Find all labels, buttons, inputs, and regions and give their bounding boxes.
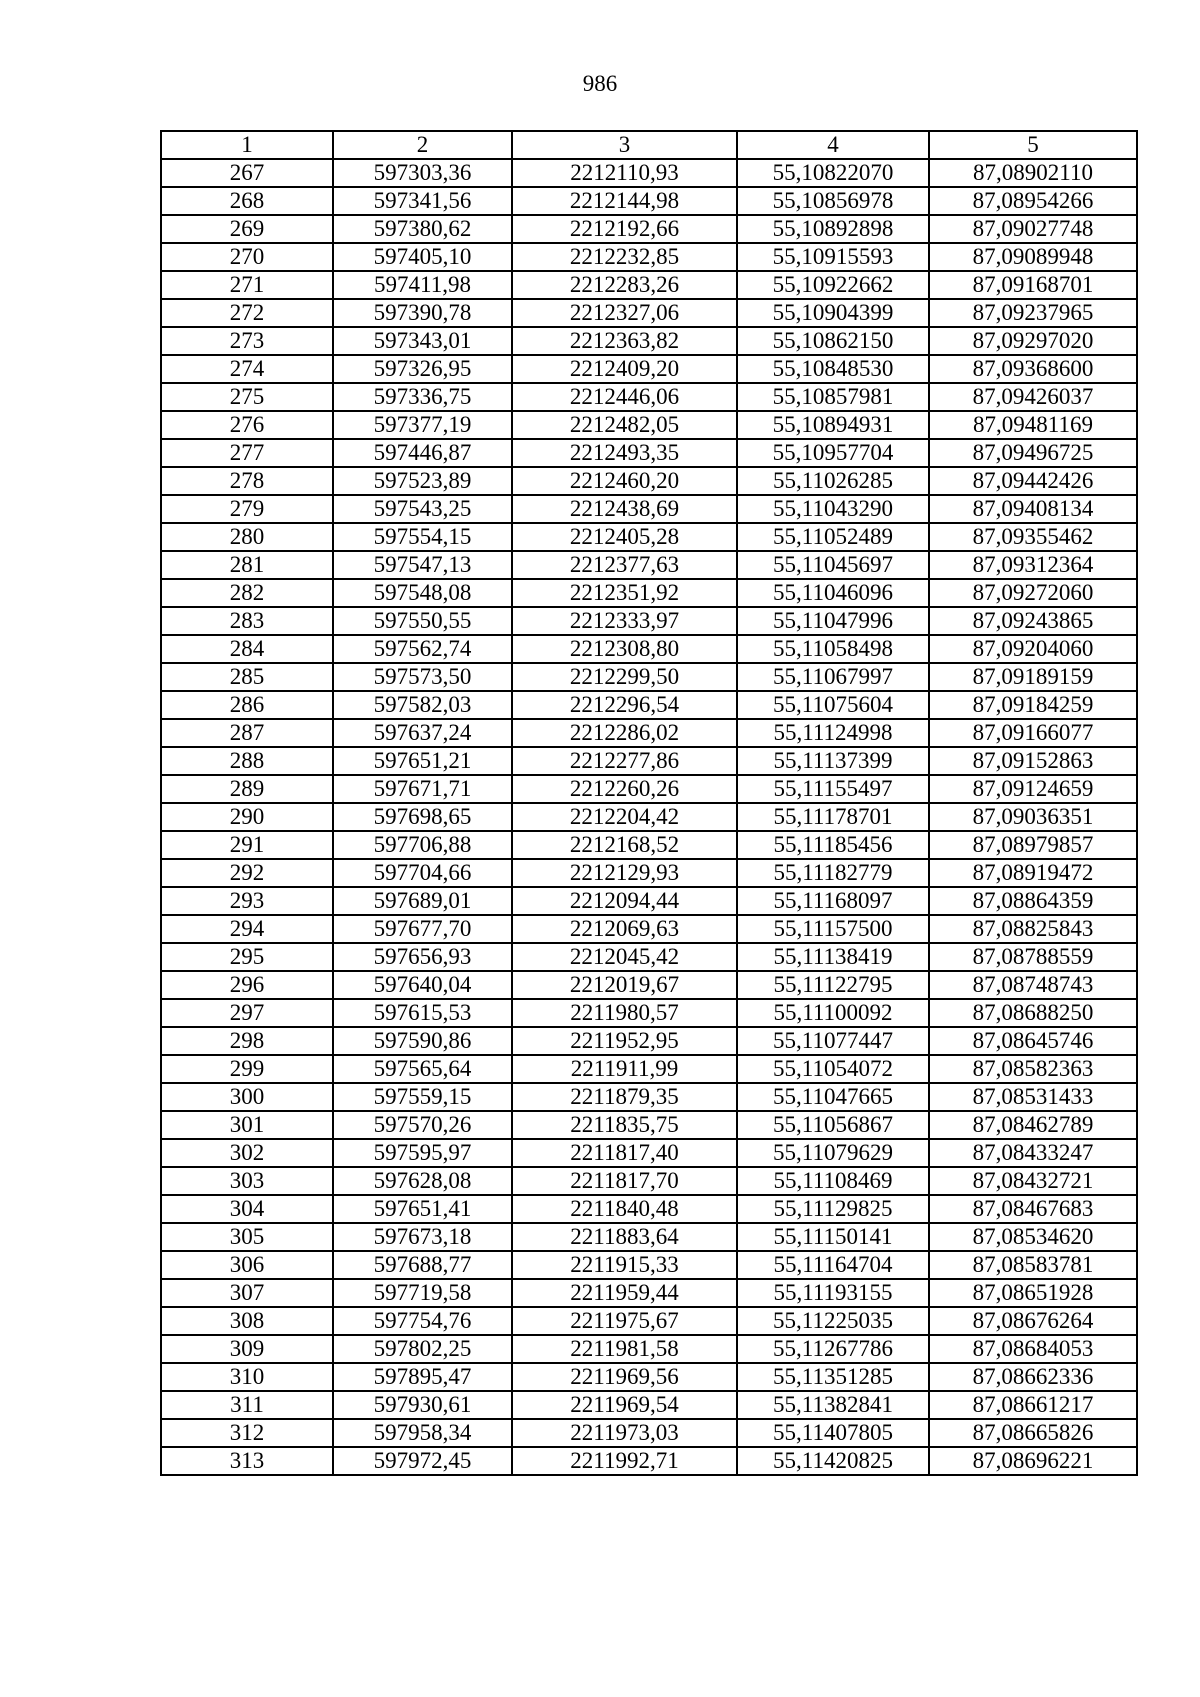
table-cell: 2211879,35 — [512, 1083, 737, 1111]
table-cell: 87,09166077 — [929, 719, 1137, 747]
table-cell: 55,11108469 — [737, 1167, 929, 1195]
table-cell: 2212069,63 — [512, 915, 737, 943]
table-cell: 55,11046096 — [737, 579, 929, 607]
table-cell: 267 — [161, 159, 333, 187]
table-cell: 597595,97 — [333, 1139, 512, 1167]
table-cell: 2212377,63 — [512, 551, 737, 579]
table-cell: 284 — [161, 635, 333, 663]
table-row — [161, 887, 1137, 915]
table-cell: 2211969,56 — [512, 1363, 737, 1391]
table-cell: 55,11382841 — [737, 1391, 929, 1419]
table-cell: 2212351,92 — [512, 579, 737, 607]
table-cell: 271 — [161, 271, 333, 299]
table-cell: 311 — [161, 1391, 333, 1419]
table-cell: 87,09355462 — [929, 523, 1137, 551]
table-row — [161, 1111, 1137, 1139]
table-cell: 304 — [161, 1195, 333, 1223]
table-cell: 2212204,42 — [512, 803, 737, 831]
table-cell: 597548,08 — [333, 579, 512, 607]
table-cell: 87,09204060 — [929, 635, 1137, 663]
table-cell: 87,08432721 — [929, 1167, 1137, 1195]
table-cell: 2212144,98 — [512, 187, 737, 215]
table-cell: 87,09442426 — [929, 467, 1137, 495]
table-cell: 272 — [161, 299, 333, 327]
table-cell: 87,08979857 — [929, 831, 1137, 859]
table-cell: 87,09184259 — [929, 691, 1137, 719]
table-cell: 597582,03 — [333, 691, 512, 719]
table-row — [161, 299, 1137, 327]
table-row — [161, 187, 1137, 215]
table-row — [161, 999, 1137, 1027]
table-cell: 87,08676264 — [929, 1307, 1137, 1335]
table-header-row — [161, 131, 1137, 159]
table-cell: 282 — [161, 579, 333, 607]
table-cell: 309 — [161, 1335, 333, 1363]
table-cell: 597895,47 — [333, 1363, 512, 1391]
table-cell: 280 — [161, 523, 333, 551]
table-cell: 55,11351285 — [737, 1363, 929, 1391]
table-cell: 87,09297020 — [929, 327, 1137, 355]
table-cell: 597651,21 — [333, 747, 512, 775]
table-cell: 597706,88 — [333, 831, 512, 859]
table-cell: 55,11129825 — [737, 1195, 929, 1223]
table-cell: 55,11267786 — [737, 1335, 929, 1363]
table-cell: 298 — [161, 1027, 333, 1055]
table-cell: 597802,25 — [333, 1335, 512, 1363]
table-cell: 2212438,69 — [512, 495, 737, 523]
table-cell: 55,11054072 — [737, 1055, 929, 1083]
table-cell: 310 — [161, 1363, 333, 1391]
table-cell: 597930,61 — [333, 1391, 512, 1419]
table-cell: 2211973,03 — [512, 1419, 737, 1447]
table-row — [161, 859, 1137, 887]
table-cell: 302 — [161, 1139, 333, 1167]
table-cell: 2212277,86 — [512, 747, 737, 775]
table-cell: 294 — [161, 915, 333, 943]
table-row — [161, 1195, 1137, 1223]
table-cell: 2212129,93 — [512, 859, 737, 887]
table-cell: 87,09408134 — [929, 495, 1137, 523]
table-cell: 270 — [161, 243, 333, 271]
table-row — [161, 551, 1137, 579]
table-cell: 87,09089948 — [929, 243, 1137, 271]
table-cell: 55,11075604 — [737, 691, 929, 719]
table-row — [161, 691, 1137, 719]
table-cell: 273 — [161, 327, 333, 355]
table-cell: 597303,36 — [333, 159, 512, 187]
table-cell: 87,08433247 — [929, 1139, 1137, 1167]
column-header: 4 — [737, 131, 929, 159]
table-cell: 55,11056867 — [737, 1111, 929, 1139]
table-cell: 275 — [161, 383, 333, 411]
table-row — [161, 663, 1137, 691]
table-row — [161, 439, 1137, 467]
table-cell: 87,08688250 — [929, 999, 1137, 1027]
table-cell: 2211835,75 — [512, 1111, 737, 1139]
table-cell: 2212296,54 — [512, 691, 737, 719]
table-cell: 597336,75 — [333, 383, 512, 411]
table-cell: 55,11225035 — [737, 1307, 929, 1335]
table-cell: 2212299,50 — [512, 663, 737, 691]
table-cell: 597637,24 — [333, 719, 512, 747]
table-cell: 55,11047665 — [737, 1083, 929, 1111]
table-row — [161, 607, 1137, 635]
table-cell: 292 — [161, 859, 333, 887]
table-row — [161, 1335, 1137, 1363]
table-row — [161, 803, 1137, 831]
table-cell: 87,08919472 — [929, 859, 1137, 887]
table-cell: 305 — [161, 1223, 333, 1251]
table-cell: 2212409,20 — [512, 355, 737, 383]
table-cell: 597698,65 — [333, 803, 512, 831]
table-row — [161, 1447, 1137, 1475]
table-cell: 87,08651928 — [929, 1279, 1137, 1307]
table-cell: 87,08665826 — [929, 1419, 1137, 1447]
table-cell: 597565,64 — [333, 1055, 512, 1083]
table-cell: 597562,74 — [333, 635, 512, 663]
table-cell: 597719,58 — [333, 1279, 512, 1307]
table-cell: 55,11043290 — [737, 495, 929, 523]
table-cell: 2211981,58 — [512, 1335, 737, 1363]
table-cell: 87,08661217 — [929, 1391, 1137, 1419]
table-cell: 55,11138419 — [737, 943, 929, 971]
table-row — [161, 1251, 1137, 1279]
table-cell: 2212260,26 — [512, 775, 737, 803]
table-cell: 87,08462789 — [929, 1111, 1137, 1139]
table-row — [161, 943, 1137, 971]
table-cell: 597570,26 — [333, 1111, 512, 1139]
table-cell: 55,11155497 — [737, 775, 929, 803]
table-cell: 300 — [161, 1083, 333, 1111]
table-row — [161, 1083, 1137, 1111]
table-cell: 2212192,66 — [512, 215, 737, 243]
table-cell: 313 — [161, 1447, 333, 1475]
table-cell: 597341,56 — [333, 187, 512, 215]
table-row — [161, 523, 1137, 551]
table-cell: 276 — [161, 411, 333, 439]
table-cell: 87,09168701 — [929, 271, 1137, 299]
table-cell: 55,10856978 — [737, 187, 929, 215]
table-cell: 295 — [161, 943, 333, 971]
table-cell: 301 — [161, 1111, 333, 1139]
table-cell: 2211840,48 — [512, 1195, 737, 1223]
table-row — [161, 215, 1137, 243]
table-cell: 87,08583781 — [929, 1251, 1137, 1279]
table-row — [161, 1139, 1137, 1167]
table-cell: 2212405,28 — [512, 523, 737, 551]
table-cell: 597523,89 — [333, 467, 512, 495]
table-cell: 285 — [161, 663, 333, 691]
table-cell: 308 — [161, 1307, 333, 1335]
page-number: 986 — [582, 71, 618, 96]
table-cell: 2211817,70 — [512, 1167, 737, 1195]
table-row — [161, 467, 1137, 495]
table-cell: 55,11079629 — [737, 1139, 929, 1167]
table-cell: 287 — [161, 719, 333, 747]
table-cell: 87,09312364 — [929, 551, 1137, 579]
table-cell: 597640,04 — [333, 971, 512, 999]
table-cell: 55,11420825 — [737, 1447, 929, 1475]
table-cell: 597573,50 — [333, 663, 512, 691]
table-cell: 597754,76 — [333, 1307, 512, 1335]
table-cell: 2212045,42 — [512, 943, 737, 971]
table-cell: 281 — [161, 551, 333, 579]
table-cell: 87,08534620 — [929, 1223, 1137, 1251]
table-cell: 2211959,44 — [512, 1279, 737, 1307]
table-row — [161, 775, 1137, 803]
table-cell: 312 — [161, 1419, 333, 1447]
table-cell: 55,11157500 — [737, 915, 929, 943]
table-cell: 2212019,67 — [512, 971, 737, 999]
table-cell: 87,08825843 — [929, 915, 1137, 943]
table-cell: 286 — [161, 691, 333, 719]
table-cell: 597405,10 — [333, 243, 512, 271]
table-row — [161, 411, 1137, 439]
table-cell: 597615,53 — [333, 999, 512, 1027]
table-cell: 597547,13 — [333, 551, 512, 579]
table-cell: 55,10922662 — [737, 271, 929, 299]
table-row — [161, 327, 1137, 355]
table-cell: 55,11100092 — [737, 999, 929, 1027]
table-cell: 597554,15 — [333, 523, 512, 551]
table-cell: 87,09036351 — [929, 803, 1137, 831]
table-cell: 278 — [161, 467, 333, 495]
table-cell: 597628,08 — [333, 1167, 512, 1195]
table-row — [161, 1363, 1137, 1391]
table-cell: 597326,95 — [333, 355, 512, 383]
table-cell: 55,10915593 — [737, 243, 929, 271]
table-cell: 55,11052489 — [737, 523, 929, 551]
table-cell: 87,08864359 — [929, 887, 1137, 915]
table-cell: 87,09237965 — [929, 299, 1137, 327]
table-cell: 2212110,93 — [512, 159, 737, 187]
table-row — [161, 1055, 1137, 1083]
table-cell: 55,11150141 — [737, 1223, 929, 1251]
table-cell: 55,11193155 — [737, 1279, 929, 1307]
table-row — [161, 1391, 1137, 1419]
table-cell: 597704,66 — [333, 859, 512, 887]
table-cell: 55,11168097 — [737, 887, 929, 915]
table-cell: 55,11047996 — [737, 607, 929, 635]
table-cell: 55,11407805 — [737, 1419, 929, 1447]
table-body — [161, 159, 1137, 1475]
table-cell: 55,11077447 — [737, 1027, 929, 1055]
table-cell: 307 — [161, 1279, 333, 1307]
table-row — [161, 635, 1137, 663]
table-row — [161, 159, 1137, 187]
table-row — [161, 355, 1137, 383]
table-cell: 303 — [161, 1167, 333, 1195]
table-cell: 597377,19 — [333, 411, 512, 439]
table-cell: 87,09272060 — [929, 579, 1137, 607]
table-cell: 87,08902110 — [929, 159, 1137, 187]
table-cell: 87,09496725 — [929, 439, 1137, 467]
table-cell: 268 — [161, 187, 333, 215]
table-cell: 597689,01 — [333, 887, 512, 915]
table-cell: 597380,62 — [333, 215, 512, 243]
table-cell: 597972,45 — [333, 1447, 512, 1475]
table-cell: 87,08684053 — [929, 1335, 1137, 1363]
table-row — [161, 1223, 1137, 1251]
coordinates-table — [160, 130, 1138, 1476]
table-cell: 55,11137399 — [737, 747, 929, 775]
table-cell: 597656,93 — [333, 943, 512, 971]
table-row — [161, 831, 1137, 859]
table-cell: 55,11185456 — [737, 831, 929, 859]
table-cell: 55,11058498 — [737, 635, 929, 663]
table-cell: 55,10894931 — [737, 411, 929, 439]
table-cell: 2212308,80 — [512, 635, 737, 663]
table-cell: 597958,34 — [333, 1419, 512, 1447]
table-cell: 87,09152863 — [929, 747, 1137, 775]
table-cell: 87,08662336 — [929, 1363, 1137, 1391]
table-cell: 55,11124998 — [737, 719, 929, 747]
table-cell: 87,08467683 — [929, 1195, 1137, 1223]
table-cell: 597651,41 — [333, 1195, 512, 1223]
table-row — [161, 915, 1137, 943]
table-cell: 55,11045697 — [737, 551, 929, 579]
table-row — [161, 719, 1137, 747]
table-cell: 2212283,26 — [512, 271, 737, 299]
table-cell: 597446,87 — [333, 439, 512, 467]
table-cell: 2211952,95 — [512, 1027, 737, 1055]
table-cell: 87,08748743 — [929, 971, 1137, 999]
table-row — [161, 243, 1137, 271]
table-cell: 87,08645746 — [929, 1027, 1137, 1055]
table-cell: 55,10957704 — [737, 439, 929, 467]
table-cell: 55,10822070 — [737, 159, 929, 187]
table-row — [161, 1419, 1137, 1447]
column-header: 1 — [161, 131, 333, 159]
table-cell: 279 — [161, 495, 333, 523]
table-cell: 55,11164704 — [737, 1251, 929, 1279]
table-cell: 2212286,02 — [512, 719, 737, 747]
table-row — [161, 383, 1137, 411]
table-cell: 2212333,97 — [512, 607, 737, 635]
table-cell: 2212327,06 — [512, 299, 737, 327]
table-cell: 87,09027748 — [929, 215, 1137, 243]
table-cell: 269 — [161, 215, 333, 243]
table-cell: 55,10857981 — [737, 383, 929, 411]
table-cell: 306 — [161, 1251, 333, 1279]
table-row — [161, 747, 1137, 775]
table-cell: 87,09124659 — [929, 775, 1137, 803]
table-cell: 87,09426037 — [929, 383, 1137, 411]
table-cell: 2211915,33 — [512, 1251, 737, 1279]
column-header: 3 — [512, 131, 737, 159]
table-cell: 87,09368600 — [929, 355, 1137, 383]
table-row — [161, 1167, 1137, 1195]
table-cell: 55,11122795 — [737, 971, 929, 999]
table-cell: 597411,98 — [333, 271, 512, 299]
table-cell: 2211975,67 — [512, 1307, 737, 1335]
table-row — [161, 495, 1137, 523]
table-cell: 274 — [161, 355, 333, 383]
table-cell: 2212460,20 — [512, 467, 737, 495]
table-cell: 87,09481169 — [929, 411, 1137, 439]
table-cell: 87,09189159 — [929, 663, 1137, 691]
table-cell: 87,08531433 — [929, 1083, 1137, 1111]
table-cell: 597550,55 — [333, 607, 512, 635]
table-row — [161, 1279, 1137, 1307]
table-cell: 2212493,35 — [512, 439, 737, 467]
table-cell: 55,11026285 — [737, 467, 929, 495]
table-cell: 87,09243865 — [929, 607, 1137, 635]
table-cell: 288 — [161, 747, 333, 775]
table-cell: 87,08582363 — [929, 1055, 1137, 1083]
table-cell: 55,11178701 — [737, 803, 929, 831]
table-cell: 597590,86 — [333, 1027, 512, 1055]
table-cell: 2212168,52 — [512, 831, 737, 859]
table-cell: 87,08788559 — [929, 943, 1137, 971]
table-row — [161, 971, 1137, 999]
table-cell: 283 — [161, 607, 333, 635]
table-cell: 2211980,57 — [512, 999, 737, 1027]
table-cell: 55,10848530 — [737, 355, 929, 383]
table-cell: 2211969,54 — [512, 1391, 737, 1419]
table-cell: 597671,71 — [333, 775, 512, 803]
table-cell: 2212363,82 — [512, 327, 737, 355]
table-cell: 291 — [161, 831, 333, 859]
table-cell: 296 — [161, 971, 333, 999]
table-cell: 55,11182779 — [737, 859, 929, 887]
table-cell: 87,08696221 — [929, 1447, 1137, 1475]
table-row — [161, 271, 1137, 299]
table-cell: 597688,77 — [333, 1251, 512, 1279]
table-cell: 597390,78 — [333, 299, 512, 327]
table-cell: 597673,18 — [333, 1223, 512, 1251]
table-cell: 2211911,99 — [512, 1055, 737, 1083]
table-cell: 2211817,40 — [512, 1139, 737, 1167]
table-row — [161, 579, 1137, 607]
table-cell: 290 — [161, 803, 333, 831]
table-cell: 289 — [161, 775, 333, 803]
table-cell: 277 — [161, 439, 333, 467]
table-cell: 597543,25 — [333, 495, 512, 523]
table-cell: 55,10892898 — [737, 215, 929, 243]
table-cell: 299 — [161, 1055, 333, 1083]
table-cell: 55,10862150 — [737, 327, 929, 355]
table-cell: 293 — [161, 887, 333, 915]
table-cell: 597559,15 — [333, 1083, 512, 1111]
table-cell: 2212094,44 — [512, 887, 737, 915]
table-cell: 2211992,71 — [512, 1447, 737, 1475]
table-cell: 55,10904399 — [737, 299, 929, 327]
table-row — [161, 1307, 1137, 1335]
column-header: 2 — [333, 131, 512, 159]
table-cell: 297 — [161, 999, 333, 1027]
column-header: 5 — [929, 131, 1137, 159]
table-cell: 55,11067997 — [737, 663, 929, 691]
table-cell: 87,08954266 — [929, 187, 1137, 215]
table-cell: 2212232,85 — [512, 243, 737, 271]
table-cell: 597677,70 — [333, 915, 512, 943]
table-cell: 2211883,64 — [512, 1223, 737, 1251]
table-cell: 2212446,06 — [512, 383, 737, 411]
table-cell: 2212482,05 — [512, 411, 737, 439]
table-row — [161, 1027, 1137, 1055]
table-cell: 597343,01 — [333, 327, 512, 355]
